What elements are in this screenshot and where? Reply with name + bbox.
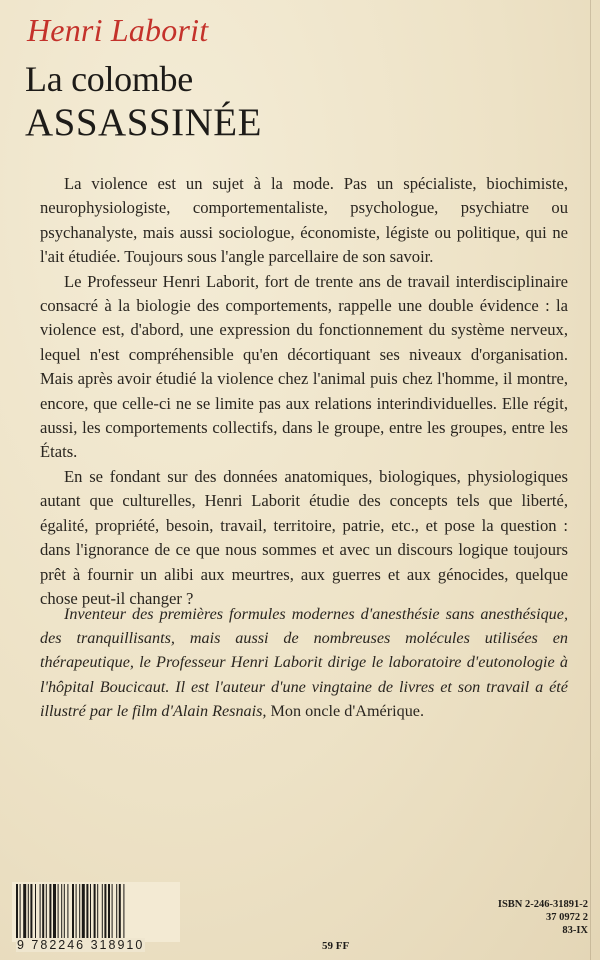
barcode-bar [58,884,59,940]
barcode-bar [119,884,121,940]
barcode-bar [53,884,56,940]
spine-fold [590,0,591,960]
isbn-line-1: ISBN 2-246-31891-2 [497,899,588,910]
film-title: Mon oncle d'Amérique. [270,701,425,720]
barcode-bar [30,884,32,940]
blurb-text [40,172,568,611]
isbn-line-2: 37 0972 2 [546,912,588,923]
isbn-block [498,898,588,937]
barcode-bar [23,884,26,940]
blurb-paragraph-1: La violence est un sujet à la mode. Pas un spécialiste, biochimiste, neurophysiologiste, comportementaliste, psychologue, psychiatre ou psychanalyste, mais aussi sociologue, économiste, légiste ou politique, qui ne l'ait étudiée. Toujours sous l'angle parcellaire de son savoir. [40,174,568,267]
blurb-paragraph-2: Le Professeur Henri Laborit, fort de trente ans de travail interdisciplinaire consacré à la biologie des comportements, rappelle une double évidence : la violence est, d'abord, une expression du fonctionnement du système nerveux, lequel n'est compréhensible qu'en décortiquant ses niveaux d'organisation. Mais après avoir étudié la violence chez l'animal puis chez l'homme, il montre, encore, que celle-ci ne se limite pas aux relations interindividuelles. Elle régit, aussi, les comportements collectifs, dans le groupe, entre les groupes, entre les États. [40,271,568,462]
barcode-bar [72,884,74,940]
barcode-bar [116,884,117,940]
barcode-bar [123,884,124,940]
barcode-bar [112,884,113,940]
author-bio-paragraph [40,602,568,723]
author-bio-text: Inventeur des premières formules modernes d'anesthésie sans anesthésique, des tranquillisants, mais aussi de nombreuses molécules utilisées en thérapeutique, le Professeur Henri Laborit dirige le laboratoire d'eutonologie à l'hôpital Boucicaut. Il est l'auteur d'une vingtaine de livres et son travail a été illustré par le film d'Alain Resnais, [40,605,568,720]
barcode-digits: 9 782246 318910 [17,938,145,952]
barcode-bar [35,884,36,940]
barcode-bar [20,884,21,940]
barcode-bar [104,884,106,940]
barcode-bar [42,884,44,940]
barcode-bar [82,884,85,940]
barcode-bar [49,884,51,940]
isbn-line-3: 83-IX [562,925,588,936]
blurb-paragraph-3: En se fondant sur des données anatomiques, biologiques, physiologiques autant que culturelles, Henri Laborit étudie des concepts tels que liberté, égalité, propriété, besoin, travail, territoire, patrie, etc., et pose la question : dans l'ignorance de ce que nous sommes et avec un discours logique toujours prêt à fournir un alibi aux meurtres, aux guerres et aux génocides, quelque chose peut-il changer ? [40,466,568,608]
price-label: 59 FF [322,940,350,952]
author-bio [40,602,568,723]
barcode-bar [90,884,91,940]
barcode-bar [40,884,41,940]
barcode-bar [79,884,80,940]
barcode-bar [108,884,110,940]
barcode-bar [67,884,68,940]
barcode-background [12,882,180,942]
barcode-bar [94,884,96,940]
title-line-1: La colombe [25,59,193,99]
title-line-2: ASSASSINÉE [25,101,262,144]
barcode [12,882,180,942]
author-name: Henri Laborit [27,12,209,48]
barcode-bar [76,884,77,940]
barcode-bar [16,884,18,940]
barcode-bar [86,884,88,940]
barcode-bar [102,884,103,940]
barcode-bar [46,884,47,940]
barcode-bar [97,884,98,940]
barcode-bar [28,884,29,940]
barcode-bar [61,884,62,940]
barcode-bar [64,884,65,940]
